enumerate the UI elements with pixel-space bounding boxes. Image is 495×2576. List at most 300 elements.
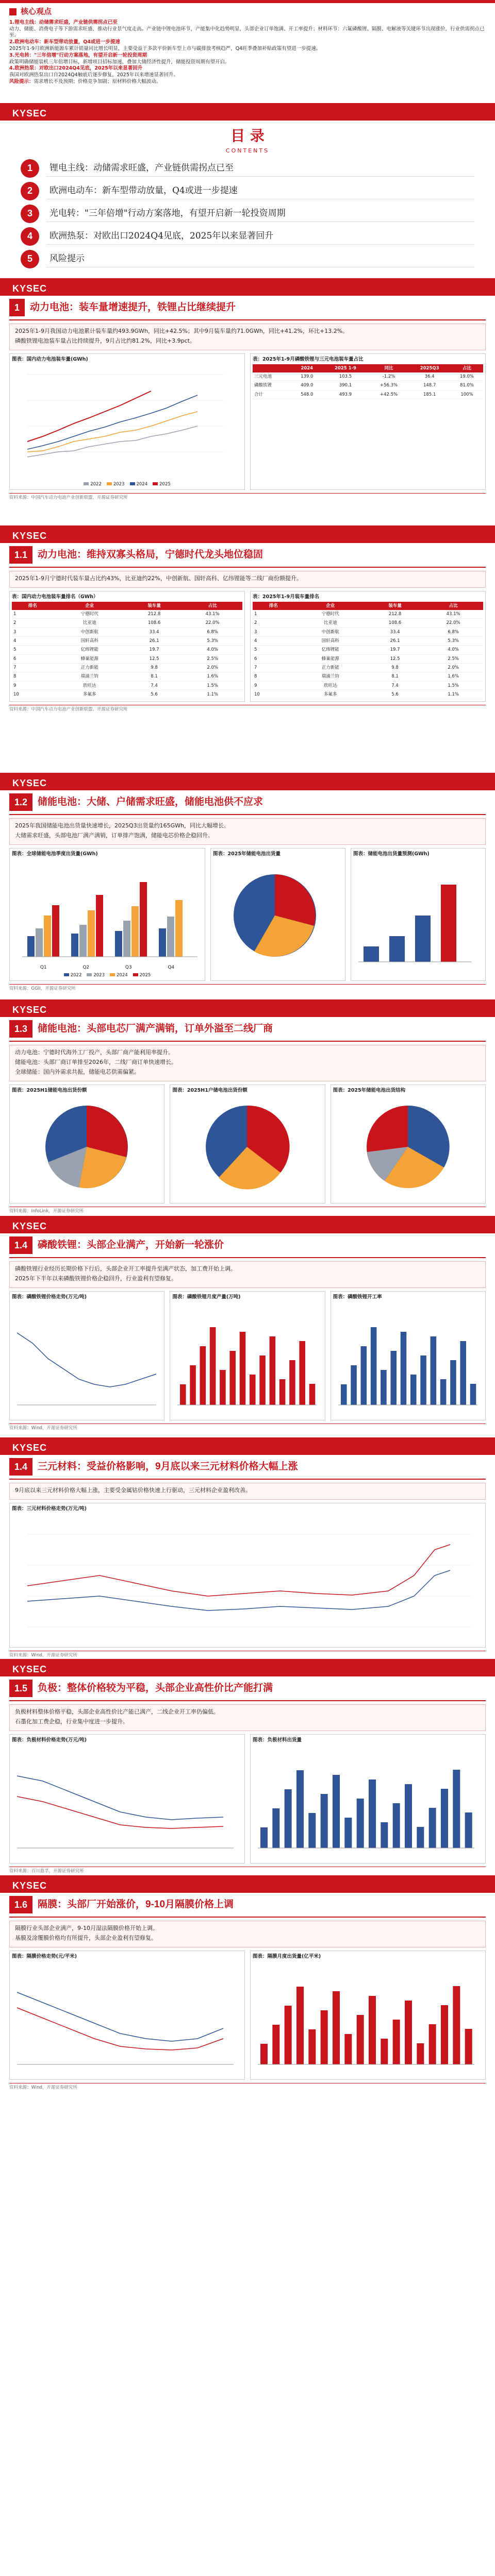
table-cell: 磷酸铁锂 — [253, 381, 292, 390]
table-cell: 390.1 — [322, 381, 369, 390]
bar — [360, 1346, 367, 1405]
toc-title: 目 录 — [230, 127, 265, 144]
text-line: 2025年1-9月我国动力电池累计装车量约493.9GWh，同比+42.5%；其中9月装车量约71.0GWh，同比+41.2%，环比+13.2%。 — [15, 328, 349, 335]
chart-title: 图表：国内动力电池装车量(GWh) — [12, 356, 88, 362]
table-cell: 中创新航 — [294, 628, 367, 636]
section-ncm — [0, 1437, 495, 1659]
table-box — [250, 353, 486, 490]
table-header — [253, 364, 292, 372]
table-row — [253, 619, 483, 628]
table-header: 2024 — [292, 364, 322, 372]
forecast-chart — [353, 859, 477, 972]
bar — [393, 2020, 400, 2064]
table-row — [12, 654, 242, 663]
table-cell: 7.4 — [126, 681, 183, 690]
table-cell: 2 — [253, 619, 294, 628]
bar-chart-box — [9, 848, 205, 981]
price-chart-box — [9, 1291, 164, 1420]
cat-q1: Q1 — [40, 964, 47, 970]
table-cell: 5.6 — [126, 690, 183, 699]
table-cell: 1.6% — [183, 672, 242, 681]
series-2025 — [27, 391, 151, 442]
table-cell: 4.0% — [183, 646, 242, 654]
bar — [220, 1370, 226, 1405]
table-cell: 2 — [12, 619, 54, 628]
table-cell: 瑞浦兰钧 — [294, 672, 367, 681]
table-cell: 4.0% — [423, 646, 483, 654]
bar — [381, 1370, 387, 1405]
pie-chart — [213, 859, 337, 972]
bar — [309, 1384, 316, 1405]
table-cell: 亿纬锂能 — [54, 646, 126, 654]
core-p4-head: 4.欧洲热泵：对欧出口2024Q4见底，2025年以来显著回升 — [9, 65, 143, 72]
text-line: 大储需求旺盛，头部电池厂满产满销，订单排产饱满，储能电芯价格企稳回升。 — [15, 832, 213, 839]
bar-chart — [12, 859, 203, 962]
table-cell: 1.5% — [423, 681, 483, 690]
table-header: 排名 — [12, 602, 54, 610]
section-title: 动力电池：维持双寡头格局，宁德时代龙头地位稳固 — [38, 549, 263, 561]
toc-item[interactable] — [21, 205, 495, 223]
bar — [260, 1827, 268, 1848]
anode-price-box — [9, 1734, 245, 1863]
section-1-5 — [0, 1659, 495, 1875]
table-row — [12, 619, 242, 628]
toc-item[interactable] — [21, 250, 495, 268]
table-row — [253, 690, 483, 699]
chart-title: 图表：磷酸铁锂月度产量(万吨) — [172, 1294, 241, 1300]
kysec-bar — [0, 773, 495, 790]
table-cell: 12.5 — [126, 654, 183, 663]
series-2022 — [27, 426, 197, 457]
pie-chart — [333, 1095, 483, 1198]
bar — [333, 1775, 340, 1848]
bar — [308, 1813, 316, 1848]
table-cell: 9 — [253, 681, 294, 690]
kysec-bar — [0, 1875, 495, 1893]
bar — [260, 2044, 268, 2064]
bar — [296, 1987, 304, 2064]
bar — [430, 1336, 436, 1405]
text-line: 2025年1-9月宁德时代装车量占比约43%，比亚迪约22%，中创新航、国轩高科、亿纬锂能等二线厂商份额提升。 — [15, 575, 302, 582]
core-p2-head: 2.欧洲电动车：新车型带动放量，Q4或进一步提速 — [9, 39, 120, 45]
table-cell: 6.8% — [183, 628, 242, 636]
bar — [260, 1355, 266, 1405]
bar — [441, 1789, 448, 1848]
legend-2024: 2024 — [110, 972, 128, 978]
pie-box-1 — [9, 1084, 164, 1204]
table-cell: 欣旺达 — [294, 681, 367, 690]
table-cell: 139.0 — [292, 372, 322, 381]
core-p5: 需求增长不及预期；价格竞争加剧；原材料价格大幅波动。 — [34, 79, 161, 85]
table-cell: 1 — [253, 610, 294, 619]
bar — [450, 1360, 456, 1405]
chart-title: 图表：2025H1储能电池出货份额 — [12, 1087, 87, 1093]
pie-chart — [172, 1095, 322, 1198]
section-title: 磷酸铁锂：头部企业满产，开始新一轮涨价 — [38, 1240, 224, 1251]
table-cell: 409.0 — [292, 381, 322, 390]
table-cell: 3 — [12, 628, 54, 636]
table-cell: 100% — [451, 390, 483, 399]
table-cell: 33.4 — [367, 628, 423, 636]
section-1-3 — [0, 999, 495, 1216]
table-cell: 36.4 — [408, 372, 451, 381]
sep-price-box — [9, 1951, 245, 2080]
bar — [190, 1365, 196, 1405]
text-line: 2025年下半年以来磷酸铁锂价格企稳回升，行业盈利有望修复。 — [15, 1275, 177, 1282]
table-header: 占比 — [451, 364, 483, 372]
toc-subtitle: CONTENTS — [225, 147, 270, 154]
section-1 — [0, 278, 495, 526]
text-line: 9月底以来三元材料价格大幅上涨，主要受金属钴价格快速上行驱动，三元材料企业盈利改善。 — [15, 1487, 251, 1494]
cat-q3: Q3 — [125, 964, 132, 970]
table-row — [253, 663, 483, 672]
kysec-bar — [0, 526, 495, 543]
table-header: 装车量 — [367, 602, 423, 610]
table-cell: 212.8 — [126, 610, 183, 619]
kysec-logo: KYSEC — [12, 1219, 47, 1233]
bar — [272, 1808, 279, 1848]
table-header: 装车量 — [126, 602, 183, 610]
bar — [420, 1355, 426, 1405]
rank-table — [12, 602, 242, 699]
bar — [417, 1827, 424, 1848]
source: 资料来源：中国汽车动力电池产业创新联盟，开源证券研究所 — [9, 493, 486, 501]
table-cell: 10 — [12, 690, 54, 699]
bar — [357, 1799, 364, 1848]
section-number: 1.4 — [9, 1458, 32, 1476]
table-cell: 26.1 — [126, 637, 183, 646]
section-title: 隔膜：头部厂开始涨价，9-10月隔膜价格上调 — [38, 1899, 234, 1910]
section-text — [9, 1483, 486, 1500]
section-text — [9, 324, 486, 350]
section-number: 1.4 — [9, 1236, 32, 1254]
core-p1-head: 1.锂电主线：动储需求旺盛，产业链供需拐点已至 — [9, 19, 118, 25]
chart-title: 图表：2025年储能电池出货结构 — [333, 1087, 406, 1093]
section-text — [9, 1921, 486, 1947]
table-cell: 19.0% — [451, 372, 483, 381]
bar — [393, 1803, 400, 1848]
table-cell: 多氟多 — [54, 690, 126, 699]
rank-table-box — [9, 591, 245, 702]
chart-title: 图表：隔膜价格走势(元/平米) — [12, 1953, 77, 1959]
section-1-4 — [0, 1216, 495, 1437]
text-line: 2025年我国储能电池出货量快速增长，2025Q3出货量约165GWh，同比大幅增长。 — [15, 822, 230, 829]
section-text — [9, 1261, 486, 1288]
bars-q4 — [159, 900, 183, 957]
text-line: 基膜及涂覆膜价格均有所提升，头部企业盈利有望修复。 — [15, 1935, 157, 1942]
table-row — [253, 381, 483, 390]
legend-2025: 2025 — [153, 481, 171, 487]
table-cell: 正力新能 — [54, 663, 126, 672]
kysec-logo: KYSEC — [12, 529, 47, 543]
kysec-bar — [0, 103, 495, 121]
table-header: 同比 — [369, 364, 409, 372]
line-chart-box — [9, 353, 245, 490]
anode-bar-chart — [253, 1745, 480, 1858]
source: 资料来源：Wind，开源证券研究所 — [9, 1423, 486, 1431]
section-text — [9, 1704, 486, 1731]
core-p1: 动力、储能、消费电子等下游需求旺盛，推动行业景气度走高。产业链中锂电池环节，产能集中化趋势明显，头部企业订单饱满、开工率提升；材料环节：六氟磷酸锂、隔膜、电解液等关键环节出现涨价，行业供需拐点已至。 — [9, 26, 485, 39]
table-cell: 2.5% — [423, 654, 483, 663]
section-number: 1.6 — [9, 1896, 32, 1913]
toc-item[interactable] — [21, 182, 495, 200]
bar — [460, 1341, 466, 1405]
table-cell: 212.8 — [367, 610, 423, 619]
sep-bar-chart — [253, 1961, 480, 2075]
table-cell: 9.8 — [126, 663, 183, 672]
kysec-bar — [0, 1659, 495, 1676]
bars-q3 — [115, 882, 147, 957]
chart-title: 图表：负极材料价格走势(万元/吨) — [12, 1737, 87, 1743]
source: 资料来源：Wind，开源证券研究所 — [9, 1651, 486, 1658]
section-text — [9, 818, 486, 845]
util-bar-chart — [333, 1302, 483, 1415]
table-cell: 8 — [253, 672, 294, 681]
table-row — [12, 646, 242, 654]
table-row — [253, 372, 483, 381]
table-row — [253, 390, 483, 399]
source: 资料来源：GGII，开源证券研究所 — [9, 984, 486, 992]
table-row — [253, 681, 483, 690]
table-cell: 6 — [12, 654, 54, 663]
series-2023 — [27, 412, 197, 452]
table-cell: 5.3% — [423, 637, 483, 646]
chart-title: 图表：2025年储能电池出货量 — [213, 851, 280, 857]
table-cell: 33.4 — [126, 628, 183, 636]
bar — [344, 1818, 352, 1848]
chart-title: 图表：隔膜月度出货量(亿平米) — [253, 1953, 321, 1959]
section-title: 负极：整体价格较为平稳，头部企业高性价比产能打满 — [38, 1683, 273, 1694]
kysec-logo: KYSEC — [12, 282, 47, 295]
section-title: 动力电池：装车量增速提升，铁锂占比继续提升 — [30, 302, 236, 313]
table-cell: +56.3% — [369, 381, 409, 390]
table-cell: 81.0% — [451, 381, 483, 390]
toc-number: 5 — [21, 250, 39, 268]
table-cell: 43.1% — [423, 610, 483, 619]
table-title: 表：国内动力电池装车量排名（GWh） — [12, 594, 98, 600]
bar — [465, 1812, 472, 1848]
bar — [357, 2015, 364, 2064]
table-title: 表：2025年1-9月磷酸铁锂与三元电池装车量占比 — [253, 356, 364, 362]
table-cell: 22.0% — [423, 619, 483, 628]
table-cell: 7 — [12, 663, 54, 672]
table-cell: 8.1 — [126, 672, 183, 681]
bar — [405, 2001, 412, 2064]
legend-2024: 2024 — [130, 481, 148, 487]
bar — [250, 1375, 256, 1405]
table-cell: 8 — [12, 672, 54, 681]
bar — [285, 1789, 292, 1848]
table-cell: 1 — [12, 610, 54, 619]
table-row — [253, 628, 483, 636]
table-row — [12, 663, 242, 672]
pie-box-3 — [331, 1084, 486, 1204]
sep-line-chart — [12, 1961, 239, 2075]
pie-box-2 — [170, 1084, 325, 1204]
bar — [321, 1794, 328, 1848]
table-cell: 合计 — [253, 390, 292, 399]
source: 资料来源：Wind，开源证券研究所 — [9, 2083, 486, 2091]
text-line: 石墨化加工费企稳，行业集中度进一步提升。 — [15, 1718, 128, 1725]
bar — [321, 2010, 328, 2064]
table-cell: 2.5% — [183, 654, 242, 663]
chart-title: 图表：全球储能电池季度出货量(GWh) — [12, 851, 98, 857]
table-cell: 19.7 — [367, 646, 423, 654]
bar — [300, 1341, 306, 1405]
bar — [405, 1784, 412, 1848]
bar — [429, 1808, 436, 1848]
table-cell: 欣旺达 — [54, 681, 126, 690]
bar — [351, 1365, 357, 1405]
image-chart-box — [210, 848, 345, 981]
section-1-6 — [0, 1875, 495, 2093]
bar — [230, 1351, 236, 1405]
table-cell: 多氟多 — [294, 690, 367, 699]
table-cell: 5.6 — [367, 690, 423, 699]
bar — [272, 2025, 279, 2064]
bar — [410, 1375, 417, 1405]
kysec-logo: KYSEC — [12, 1879, 47, 1892]
table-cell: 宁德时代 — [54, 610, 126, 619]
table-cell: 5 — [253, 646, 294, 654]
kysec-bar — [0, 1216, 495, 1233]
table-cell: 瑞浦兰钧 — [54, 672, 126, 681]
toc-section — [0, 103, 495, 278]
sep-output-box — [250, 1951, 486, 2080]
table-header: 2025Q3 — [408, 364, 451, 372]
table-cell: 12.5 — [367, 654, 423, 663]
bar — [369, 1780, 376, 1848]
bars-q2 — [71, 895, 103, 957]
table-cell: 亿纬锂能 — [294, 646, 367, 654]
ncm-chart-box — [9, 1503, 486, 1648]
core-p4: 我国对欧洲热泵出口自2024Q4触底后逐步修复，2025年以来增速显著回升。 — [9, 72, 178, 78]
table-cell: 22.0% — [183, 619, 242, 628]
section-text — [9, 1045, 486, 1081]
table-cell: 5 — [12, 646, 54, 654]
util-chart-box — [331, 1291, 486, 1420]
toc-text: 光电转："三年倍增"行动方案落地，有望开启新一轮投资周期 — [46, 205, 474, 223]
series-2024 — [27, 395, 197, 449]
bar — [400, 1332, 406, 1405]
toc-list — [0, 159, 495, 268]
text-line: 全球储能：国内外需求共振，储能电芯供需偏紧。 — [15, 1068, 140, 1075]
legend-2025: 2025 — [133, 972, 151, 978]
section-number: 1.5 — [9, 1680, 32, 1697]
toc-item[interactable] — [21, 159, 495, 178]
output-chart-box — [170, 1291, 325, 1420]
table-title: 表：2025年1-9月装车量排名 — [253, 594, 320, 600]
table-cell: 8.1 — [367, 672, 423, 681]
table-cell: -1.2% — [369, 372, 409, 381]
table-cell: 蜂巢能源 — [294, 654, 367, 663]
bar — [371, 1327, 377, 1405]
bar — [381, 2039, 388, 2064]
bar — [441, 2005, 448, 2064]
bar — [465, 2029, 472, 2064]
bar — [440, 1379, 447, 1405]
table-header: 企业 — [294, 602, 367, 610]
cat-q4: Q4 — [168, 964, 175, 970]
section-text — [9, 571, 486, 588]
table-cell: 108.6 — [367, 619, 423, 628]
table-cell: 9.8 — [367, 663, 423, 672]
table-cell: 548.0 — [292, 390, 322, 399]
source: 资料来源：百川盈孚，开源证券研究所 — [9, 1867, 486, 1874]
core-icon — [9, 8, 16, 15]
chart-title: 图表：负极材料出货量 — [253, 1737, 302, 1743]
chart-title: 图表：2025H1户储电池出货份额 — [172, 1087, 248, 1093]
bar — [470, 1384, 476, 1405]
bar — [417, 2043, 424, 2064]
table-cell: 比亚迪 — [294, 619, 367, 628]
table-cell: 蜂巢能源 — [54, 654, 126, 663]
text-line: 储能电池：头部厂商订单排至2026年，二线厂商订单快速增长。 — [15, 1059, 177, 1066]
table-row — [12, 610, 242, 619]
legend-2022: 2022 — [64, 972, 82, 978]
core-title: 核心观点 — [21, 7, 52, 16]
bar — [289, 1360, 295, 1405]
section-number: 1.2 — [9, 793, 32, 811]
core-p5-head: 风险提示： — [9, 79, 34, 85]
table-cell: 108.6 — [126, 619, 183, 628]
table-cell: 1.1% — [183, 690, 242, 699]
table-cell: 9 — [12, 681, 54, 690]
bar — [240, 1332, 246, 1405]
toc-text: 风险提示 — [46, 250, 474, 268]
table-cell: 493.9 — [322, 390, 369, 399]
table-row — [12, 628, 242, 636]
bar — [200, 1346, 206, 1405]
rank-table — [253, 602, 483, 699]
section-number: 1 — [9, 299, 25, 316]
table-cell: 26.1 — [367, 637, 423, 646]
table-row — [253, 637, 483, 646]
table-cell: 10 — [253, 690, 294, 699]
toc-number: 4 — [21, 227, 39, 246]
forecast-chart-box — [351, 848, 486, 981]
table-row — [12, 672, 242, 681]
table-row — [253, 610, 483, 619]
bar — [180, 1384, 186, 1405]
toc-text: 锂电主线：动储需求旺盛，产业链供需拐点已至 — [46, 160, 474, 177]
table-cell: 7.4 — [367, 681, 423, 690]
toc-item[interactable] — [21, 227, 495, 246]
table-row — [12, 637, 242, 646]
table-cell: 5.3% — [183, 637, 242, 646]
table-row — [12, 690, 242, 699]
table-cell: 1.6% — [423, 672, 483, 681]
core-p3: 政策明确储能装机三年倍增目标，新增项目招标加速，叠加大储经济性提升，储能投资周期有望开启。 — [9, 59, 230, 65]
table-cell: +42.5% — [369, 390, 409, 399]
battery-table — [253, 364, 483, 399]
bar — [279, 1379, 286, 1405]
table-cell: 正力新能 — [294, 663, 367, 672]
toc-text: 欧洲热泵：对欧出口2024Q4见底，2025年以来显著回升 — [46, 228, 474, 245]
table-cell: 3 — [253, 628, 294, 636]
bar — [453, 1770, 460, 1848]
text-line: 磷酸铁锂行业经历长期价格下行后，头部企业开工率提升至满产状态，加工费开始上调。 — [15, 1265, 236, 1273]
core-p3-head: 3.光电转："三年倍增"行动方案落地，有望开启新一轮投资周期 — [9, 52, 147, 58]
bar — [210, 1327, 216, 1405]
kysec-bar — [0, 999, 495, 1017]
kysec-logo: KYSEC — [12, 776, 47, 790]
legend-2023: 2023 — [107, 481, 125, 487]
table-cell: 4 — [253, 637, 294, 646]
kysec-logo: KYSEC — [12, 1663, 47, 1676]
table-cell: 2.0% — [423, 663, 483, 672]
legend-2022: 2022 — [84, 481, 102, 487]
